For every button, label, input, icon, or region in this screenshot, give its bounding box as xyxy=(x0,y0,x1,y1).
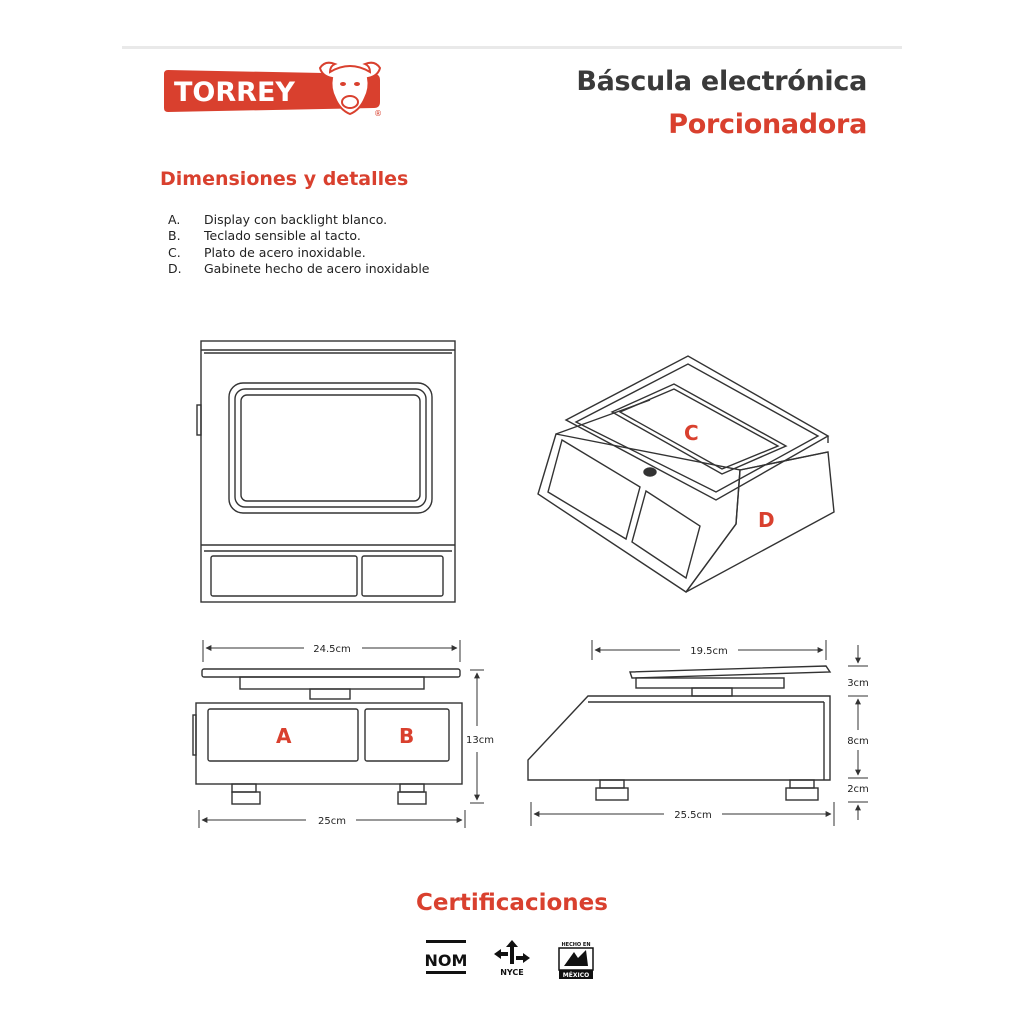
callout-b: B xyxy=(399,724,415,748)
front-view xyxy=(193,669,462,804)
front-dimensions xyxy=(199,640,484,828)
svg-text:®: ® xyxy=(374,109,382,118)
feature-item: C. Plato de acero inoxidable. xyxy=(168,244,366,260)
dim-seg-bottom: 2cm xyxy=(847,784,869,795)
feature-item: D. Gabinete hecho de acero inoxidable xyxy=(168,260,430,276)
feature-item: B. Teclado sensible al tacto. xyxy=(168,228,361,244)
hecho-en-mexico-seal xyxy=(556,938,596,980)
svg-text:HECHO EN: HECHO EN xyxy=(561,942,591,948)
svg-text:MÉXICO: MÉXICO xyxy=(562,972,590,979)
callout-a: A xyxy=(276,724,292,748)
section-title: Dimensiones y detalles xyxy=(160,168,409,190)
product-subtitle: Porcionadora xyxy=(668,109,867,140)
nom-seal xyxy=(424,938,468,978)
feature-item: A. Display con backlight blanco. xyxy=(168,212,388,227)
dim-height: 13cm xyxy=(466,735,494,746)
isometric-view xyxy=(538,356,834,592)
certifications-title: Certificaciones xyxy=(416,890,608,916)
svg-text:NOM: NOM xyxy=(424,951,468,970)
product-title: Báscula electrónica xyxy=(576,66,867,97)
brand-name: TORREY xyxy=(174,77,295,108)
dim-body-depth: 25.5cm xyxy=(674,810,712,821)
callout-d: D xyxy=(758,508,775,532)
dim-body-width: 25cm xyxy=(318,816,346,827)
svg-text:NYCE: NYCE xyxy=(500,968,524,977)
dim-seg-mid: 8cm xyxy=(847,736,869,747)
top-view xyxy=(197,341,455,602)
dim-plate-depth: 19.5cm xyxy=(690,646,728,657)
callout-c: C xyxy=(684,421,699,445)
dim-seg-top: 3cm xyxy=(847,678,869,689)
side-view xyxy=(528,666,830,800)
nyce-seal xyxy=(492,938,532,978)
dim-plate-width: 24.5cm xyxy=(313,644,351,655)
